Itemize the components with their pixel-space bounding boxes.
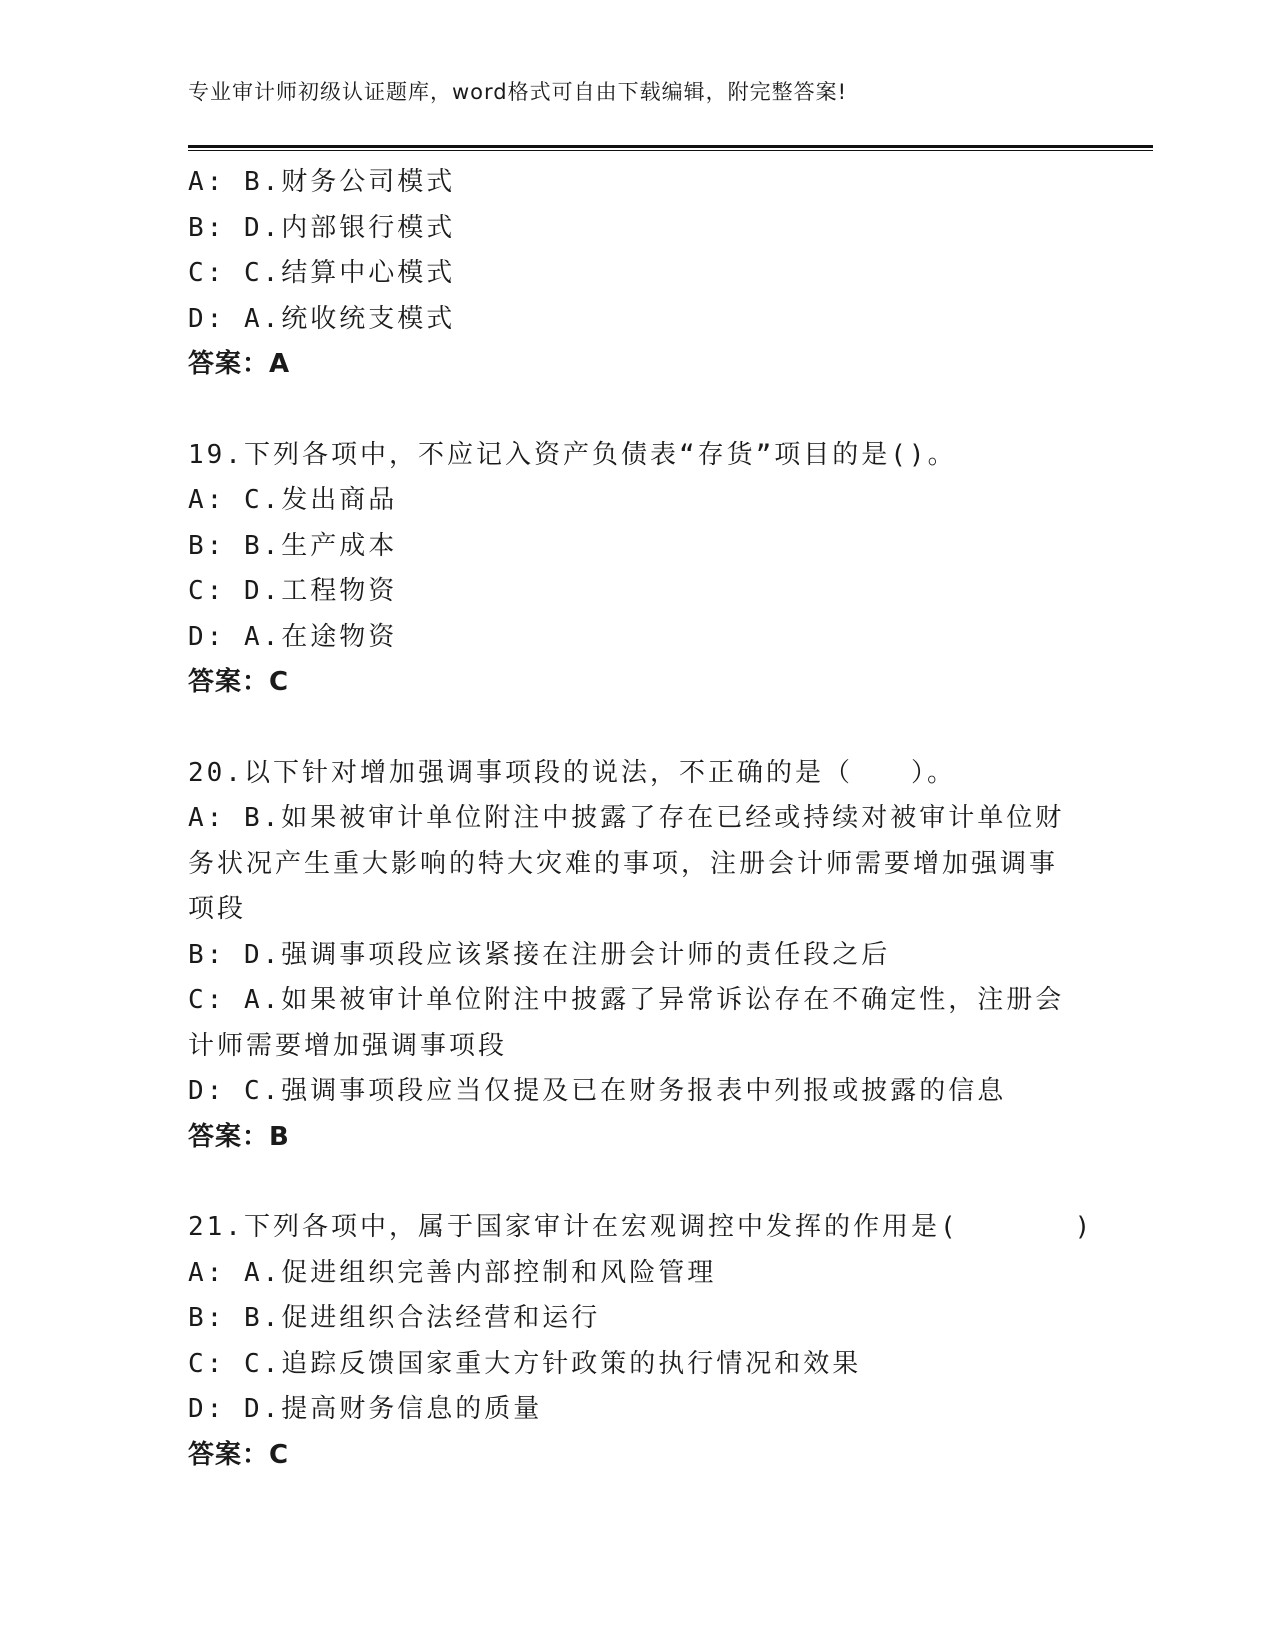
- answer-line: 答案：C: [188, 667, 290, 697]
- option-d: D: A.统收统支模式: [188, 303, 456, 334]
- answer-line: 答案：A: [188, 349, 291, 379]
- option-b: B: B.生产成本: [188, 530, 398, 561]
- option-c: C: C.结算中心模式: [188, 258, 456, 288]
- option-b: B: D.内部银行模式: [188, 212, 456, 243]
- option-c: C: C.追踪反馈国家重大方针政策的执行情况和效果: [188, 1348, 862, 1379]
- question-text: 19.下列各项中，不应记入资产负债表“存货”项目的是()。: [188, 439, 957, 470]
- option-a: A: A.促进组织完善内部控制和风险管理: [188, 1257, 717, 1288]
- answer-line: 答案：B: [188, 1121, 290, 1152]
- question-block-20: [188, 751, 1088, 1161]
- page-header: 专业审计师初级认证题库，word格式可自由下载编辑，附完整答案!: [188, 80, 848, 104]
- option-b: B: B.促进组织合法经营和运行: [188, 1303, 601, 1333]
- question-text: 21.下列各项中，属于国家审计在宏观调控中发挥的作用是( ): [188, 1212, 1094, 1242]
- option-d: D: C.强调事项段应当仅提及已在财务报表中列报或披露的信息: [188, 1076, 1007, 1106]
- option-c: C: A.如果被审计单位附注中披露了异常诉讼存在不确定性，注册会计师需要增加强调事项段: [188, 985, 1065, 1061]
- option-a: A: B.如果被审计单位附注中披露了存在已经或持续对被审计单位财务状况产生重大影响的特大灾难的事项，注册会计师需要增加强调事项段: [188, 803, 1065, 924]
- option-a: A: B.财务公司模式: [188, 167, 456, 197]
- option-c: C: D.工程物资: [188, 576, 398, 606]
- header-divider: [188, 145, 1153, 148]
- option-d: D: A.在途物资: [188, 621, 398, 652]
- answer-line: 答案：C: [188, 1439, 290, 1470]
- question-list: [188, 160, 1094, 1478]
- option-b: B: D.强调事项段应该紧接在注册会计师的责任段之后: [188, 939, 891, 970]
- question-block-19: [188, 433, 1088, 706]
- question-block-21: [188, 1205, 1094, 1478]
- option-a: A: C.发出商品: [188, 485, 398, 515]
- question-block-18: [188, 160, 1088, 388]
- header-divider-thin: [188, 150, 1153, 151]
- question-text: 20.以下针对增加强调事项段的说法，不正确的是（ ）。: [188, 757, 956, 788]
- option-d: D: D.提高财务信息的质量: [188, 1394, 543, 1424]
